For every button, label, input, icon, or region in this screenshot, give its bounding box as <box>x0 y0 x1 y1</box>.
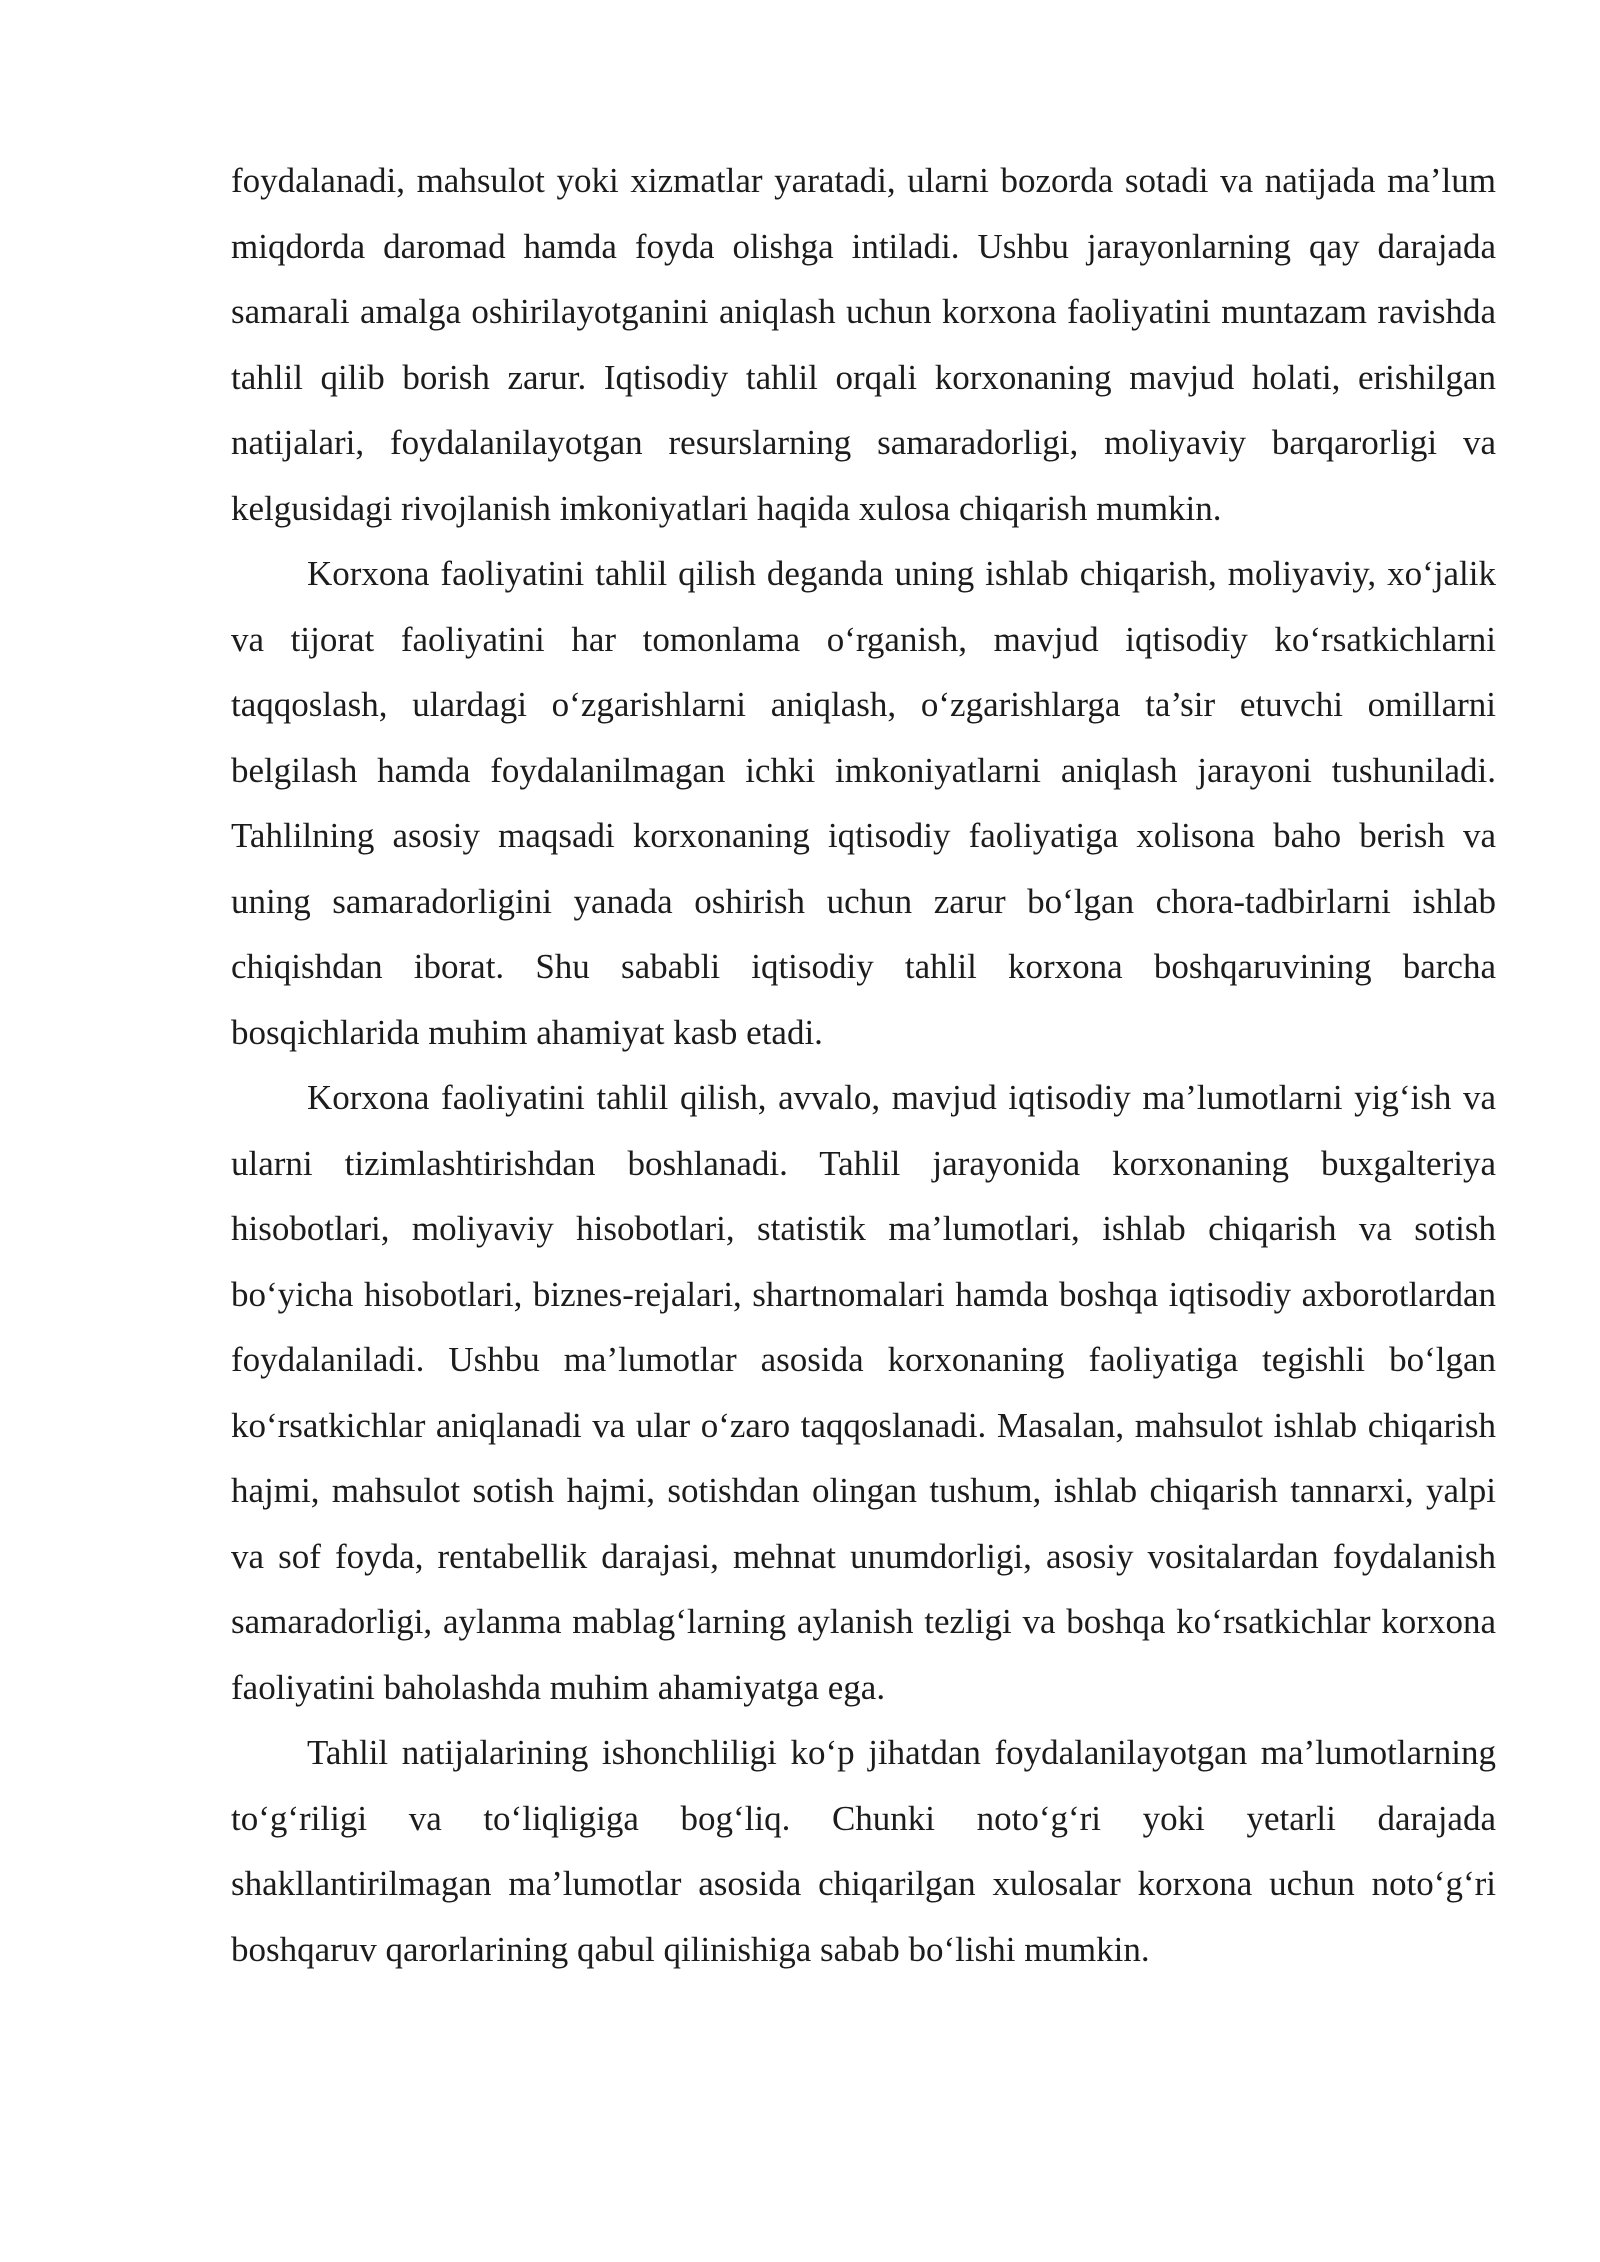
body-text <box>231 148 1496 1982</box>
paragraph-4: Tahlil natijalarining ishonchliligi ko‘p jihatdan foydalanilayotgan ma’lumotlarning to‘g‘riligi va to‘liqligiga bog‘liq. Chunki noto‘g‘ri yoki yetarli darajada shakllantirilmagan ma’lumotlar asosida chiqarilgan xulosalar korxona uchun noto‘g‘ri boshqaruv qarorlarining qabul qilinishiga sabab bo‘lishi mumkin. <box>231 1733 1496 1969</box>
paragraph-3: Korxona faoliyatini tahlil qilish, avvalo, mavjud iqtisodiy ma’lumotlarni yig‘ish va ularni tizimlashtirishdan boshlanadi. Tahlil jarayonida korxonaning buxgalteriya hisobotlari, moliyaviy hisobotlari, statistik ma’lumotlari, ishlab chiqarish va sotish bo‘yicha hisobotlari, biznes-rejalari, shartnomalari hamda boshqa iqtisodiy axborotlardan foydalaniladi. Ushbu ma’lumotlar asosida korxonaning faoliyatiga tegishli bo‘lgan ko‘rsatkichlar aniqlanadi va ular o‘zaro taqqoslanadi. Masalan, mahsulot ishlab chiqarish hajmi, mahsulot sotish hajmi, sotishdan olingan tushum, ishlab chiqarish tannarxi, yalpi va sof foyda, rentabellik darajasi, mehnat unumdorligi, asosiy vositalardan foydalanish samaradorligi, aylanma mablag‘larning aylanish tezligi va boshqa ko‘rsatkichlar korxona faoliyatini baholashda muhim ahamiyatga ega. <box>231 1078 1496 1707</box>
paragraph-1: foydalanadi, mahsulot yoki xizmatlar yaratadi, ularni bozorda sotadi va natijada ma’lum miqdorda daromad hamda foyda olishga intiladi. Ushbu jarayonlarning qay darajada samarali amalga oshirilayotganini aniqlash uchun korxona faoliyatini muntazam ravishda tahlil qilib borish zarur. Iqtisodiy tahlil orqali korxonaning mavjud holati, erishilgan natijalari, foydalanilayotgan resurslarning samaradorligi, moliyaviy barqarorligi va kelgusidagi rivojlanish imkoniyatlari haqida xulosa chiqarish mumkin. <box>231 161 1496 528</box>
paragraph-2: Korxona faoliyatini tahlil qilish deganda uning ishlab chiqarish, moliyaviy, xo‘jalik va tijorat faoliyatini har tomonlama o‘rganish, mavjud iqtisodiy ko‘rsatkichlarni taqqoslash, ulardagi o‘zgarishlarni aniqlash, o‘zgarishlarga ta’sir etuvchi omillarni belgilash hamda foydalanilmagan ichki imkoniyatlarni aniqlash jarayoni tushuniladi. Tahlilning asosiy maqsadi korxonaning iqtisodiy faoliyatiga xolisona baho berish va uning samaradorligini yanada oshirish uchun zarur bo‘lgan chora-tadbirlarni ishlab chiqishdan iborat. Shu sababli iqtisodiy tahlil korxona boshqaruvining barcha bosqichlarida muhim ahamiyat kasb etadi. <box>231 554 1496 1052</box>
